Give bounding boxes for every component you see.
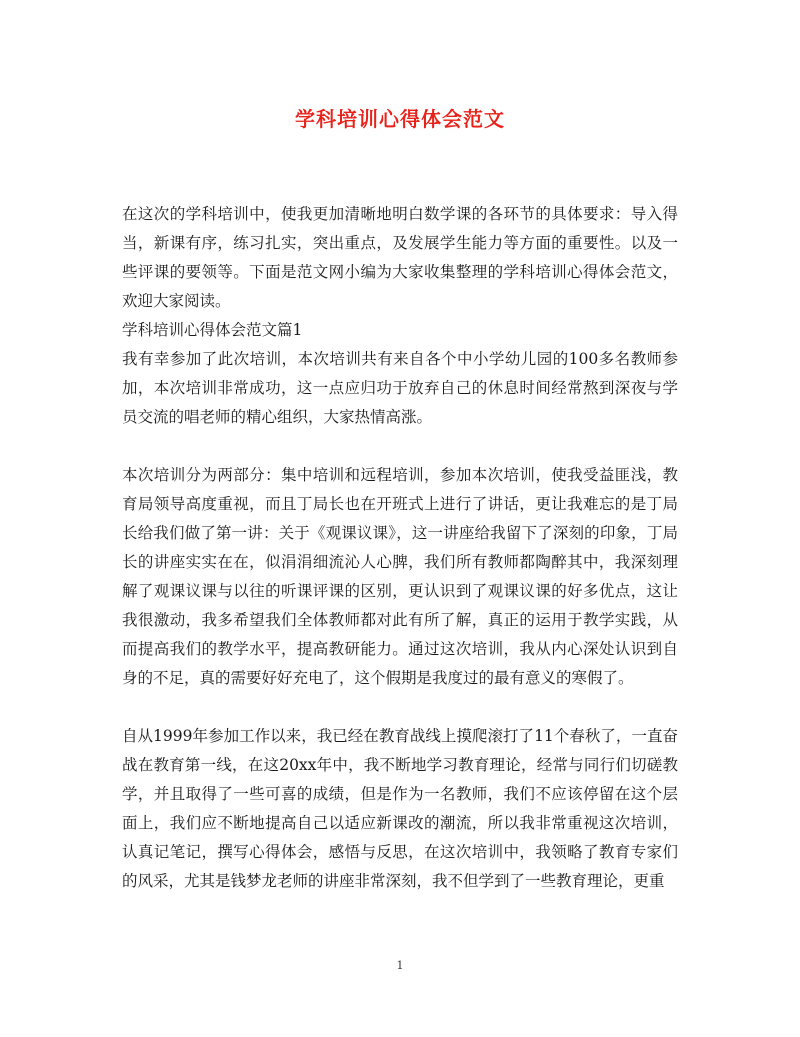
body-paragraph: 我有幸参加了此次培训，本次培训共有来自各个中小学幼儿园的100多名教师参加，本次培训非常成功，这一点应归功于放弃自己的休息时间经常熬到深夜与学员交流的唱老师的精心组织，大家热情高涨。 (122, 350, 678, 426)
document-body (122, 200, 678, 896)
body-paragraph: 自从1999年参加工作以来，我已经在教育战线上摸爬滚打了11个春秋了，一直奋战在教育第一线，在这20xx年中，我不断地学习教育理论，经常与同行们切磋教学，并且取得了一些可喜的成绩，但是作为一名教师，我们不应该停留在这个层面上，我们应不断地提高自己以适应新课改的潮流，所以我非常重视这次培训，认真记笔记，撰写心得体会，感悟与反思，在这次培训中，我领略了教育专家们的风采，尤其是钱梦龙老师的讲座非常深刻，我不但学到了一些教育理论，更重 (122, 727, 678, 890)
page-number: 1 (396, 959, 404, 972)
section-heading: 学科培训心得体会范文篇1 (122, 321, 303, 339)
intro-paragraph: 在这次的学科培训中，使我更加清晰地明白数学课的各环节的具体要求：导入得当，新课有序，练习扎实，突出重点，及发展学生能力等方面的重要性。以及一些评课的要领等。下面是范文网小编为大家收集整理的学科培训心得体会范文，欢迎大家阅读。 (122, 205, 678, 310)
document-title: 学科培训心得体会范文 (295, 107, 505, 131)
body-paragraph: 本次培训分为两部分：集中培训和远程培训，参加本次培训，使我受益匪浅，教育局领导高度重视，而且丁局长也在开班式上进行了讲话，更让我难忘的是丁局长给我们做了第一讲：关于《观课议课》，这一讲座给我留下了深刻的印象，丁局长的讲座实实在在，似涓涓细流沁人心脾，我们所有教师都陶醉其中，我深刻理解了观课议课与以往的听课评课的区别，更认识到了观课议课的好多优点，这让我很激动，我多希望我们全体教师都对此有所了解，真正的运用于教学实践，从而提高我们的教学水平，提高教研能力。通过这次培训，我从内心深处认识到自身的不足，真的需要好好充电了，这个假期是我度过的最有意义的寒假了。 (122, 466, 678, 687)
